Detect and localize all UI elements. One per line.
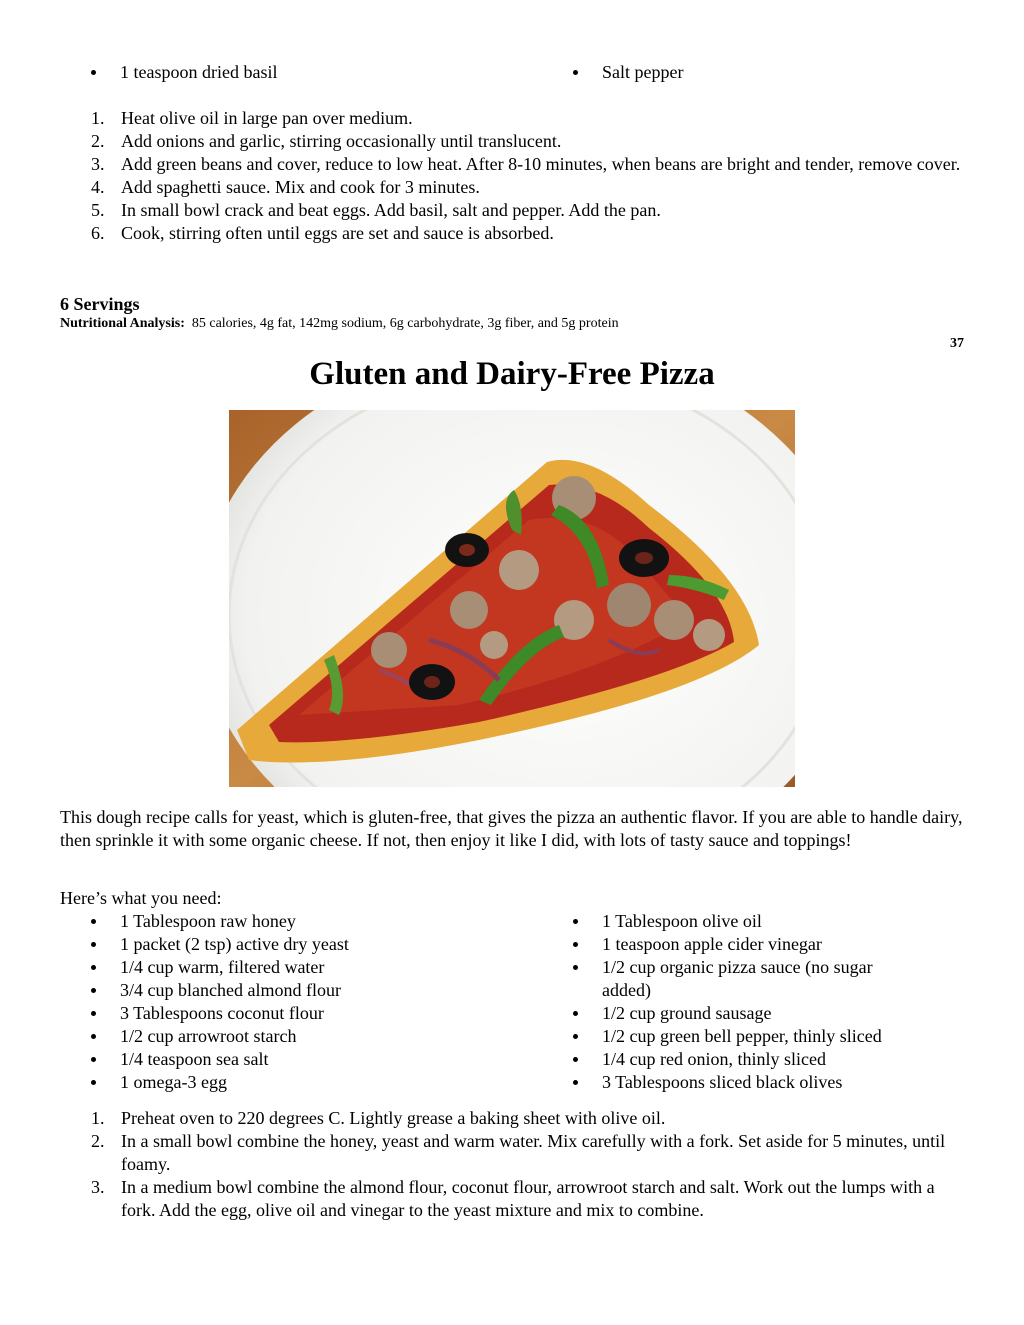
- ingredient-item: 1/2 cup organic pizza sauce (no sugar added): [568, 956, 918, 1002]
- pizza-illustration: [229, 410, 795, 787]
- ingredient-item: 1/4 cup red onion, thinly sliced: [568, 1048, 918, 1071]
- step-item: [91, 130, 961, 153]
- ingredient-item: 1 teaspoon apple cider vinegar: [568, 933, 918, 956]
- step-item: [91, 1107, 961, 1130]
- nutrition-text: 85 calories, 4g fat, 142mg sodium, 6g carbohydrate, 3g fiber, and 5g protein: [191, 316, 619, 331]
- top-ingredients-left: [86, 61, 546, 84]
- step-number: 1.: [91, 108, 105, 128]
- step-text: Cook, stirring often until eggs are set and sauce is absorbed.: [121, 223, 554, 243]
- ingredient-item: 1/2 cup ground sausage: [568, 1002, 918, 1025]
- step-item: [91, 199, 961, 222]
- step-text: In a medium bowl combine the almond flour, coconut flour, arrowroot starch and salt. Work out the lumps with a fork. Add the egg, olive oil and vinegar to the yeast mixture and mix to combine.: [121, 1177, 935, 1220]
- step-number: 3.: [91, 1177, 105, 1197]
- step-text: Heat olive oil in large pan over medium.: [121, 108, 413, 128]
- step-item: [91, 107, 961, 130]
- step-text: Add spaghetti sauce. Mix and cook for 3 minutes.: [121, 177, 480, 197]
- recipe-title: Gluten and Dairy-Free Pizza: [309, 356, 715, 392]
- step-item: [91, 222, 961, 245]
- ingredient-item: 1/2 cup arrowroot starch: [86, 1025, 546, 1048]
- ingredient-item: 3/4 cup blanched almond flour: [86, 979, 546, 1002]
- step-item: [91, 1130, 961, 1176]
- ingredient-item: 1/2 cup green bell pepper, thinly sliced: [568, 1025, 918, 1048]
- step-number: 3.: [91, 154, 105, 174]
- page-number: 37: [950, 336, 964, 351]
- pizza-photo: [229, 410, 795, 787]
- ingredient-item: 1 packet (2 tsp) active dry yeast: [86, 933, 546, 956]
- step-number: 4.: [91, 177, 105, 197]
- top-steps-list: [91, 107, 961, 245]
- ingredient-item: 1 omega-3 egg: [86, 1071, 546, 1094]
- step-item: [91, 176, 961, 199]
- servings: 6 Servings: [60, 294, 140, 314]
- top-ingredients-right: [568, 61, 968, 84]
- step-number: 5.: [91, 200, 105, 220]
- step-item: [91, 153, 961, 176]
- ingredient-item: Salt pepper: [568, 61, 968, 84]
- step-number: 6.: [91, 223, 105, 243]
- ingredient-item: 1 Tablespoon olive oil: [568, 910, 918, 933]
- step-text: Preheat oven to 220 degrees C. Lightly grease a baking sheet with olive oil.: [121, 1108, 666, 1128]
- ingredient-item: 1 Tablespoon raw honey: [86, 910, 546, 933]
- ingredient-item: 1 teaspoon dried basil: [86, 61, 546, 84]
- ingredient-item: 1/4 cup warm, filtered water: [86, 956, 546, 979]
- ingredients-heading: Here’s what you need:: [60, 888, 222, 908]
- step-text: In a small bowl combine the honey, yeast and warm water. Mix carefully with a fork. Set aside for 5 minutes, until foamy.: [121, 1131, 946, 1174]
- nutrition-line: [60, 315, 619, 333]
- step-number: 2.: [91, 1131, 105, 1151]
- step-number: 2.: [91, 131, 105, 151]
- step-number: 1.: [91, 1108, 105, 1128]
- step-text: Add onions and garlic, stirring occasionally until translucent.: [121, 131, 562, 151]
- intro-paragraph: This dough recipe calls for yeast, which is gluten-free, that gives the pizza an authentic flavor. If you are able to handle dairy, then sprinkle it with some organic cheese. If not, then enjoy it like I did, with lots of tasty sauce and toppings!: [60, 807, 963, 850]
- steps-list: [91, 1107, 961, 1222]
- ingredient-item: 1/4 teaspoon sea salt: [86, 1048, 546, 1071]
- ingredient-item: 3 Tablespoons coconut flour: [86, 1002, 546, 1025]
- step-text: Add green beans and cover, reduce to low heat. After 8-10 minutes, when beans are bright and tender, remove cover.: [121, 154, 961, 174]
- ingredient-item: 3 Tablespoons sliced black olives: [568, 1071, 918, 1094]
- step-item: [91, 1176, 961, 1222]
- step-text: In small bowl crack and beat eggs. Add basil, salt and pepper. Add the pan.: [121, 200, 661, 220]
- nutrition-label: Nutritional Analysis:: [60, 316, 185, 331]
- ingredients-right: [568, 910, 918, 1094]
- ingredients-left: [86, 910, 546, 1094]
